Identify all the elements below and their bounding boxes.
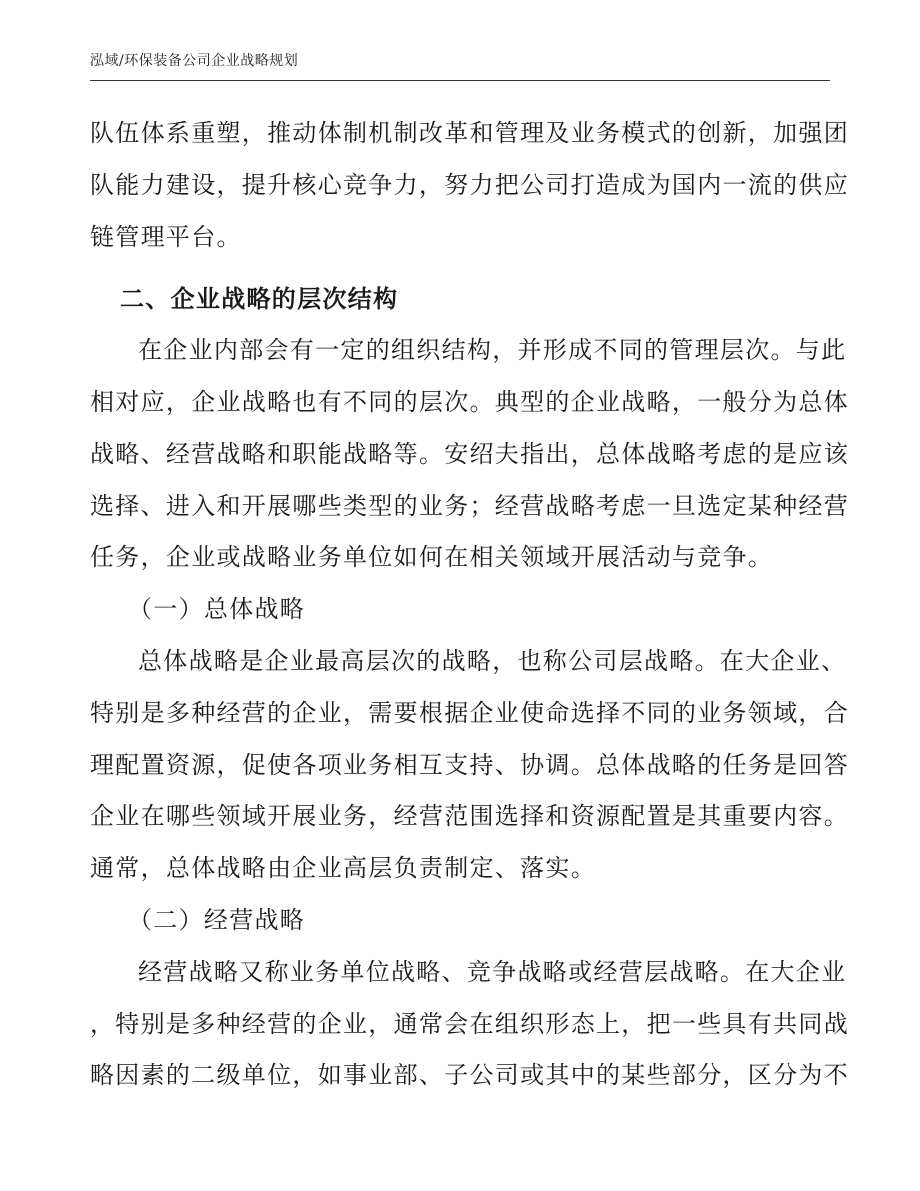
section-heading: 二、企业战略的层次结构: [120, 284, 399, 314]
paragraph-line: 任务，企业或战略业务单位如何在相关领域开展活动与竞争。: [90, 543, 774, 572]
header-rule: [90, 80, 830, 81]
paragraph-line: 企业在哪些领域开展业务，经营范围选择和资源配置是其重要内容。: [90, 802, 849, 831]
paragraph-line: 总体战略是企业最高层次的战略，也称公司层战略。在大企业、: [138, 646, 847, 675]
paragraph-line: 战略、经营战略和职能战略等。安绍夫指出，总体战略考虑的是应该: [90, 439, 849, 468]
paragraph-line: 相对应，企业战略也有不同的层次。典型的企业战略，一般分为总体: [90, 387, 849, 416]
subsection-heading: （二）经营战略: [128, 905, 306, 934]
paragraph-line: 队能力建设，提升核心竞争力，努力把公司打造成为国内一流的供应: [90, 170, 849, 199]
paragraph-line: 略因素的二级单位，如事业部、子公司或其中的某些部分，区分为不: [90, 1061, 849, 1090]
paragraph-line: 理配置资源，促使各项业务相互支持、协调。总体战略的任务是回答: [90, 750, 849, 779]
paragraph-line: 选择、进入和开展哪些类型的业务；经营战略考虑一旦选定某种经营: [90, 491, 849, 520]
paragraph-line: 链管理平台。: [90, 222, 242, 251]
paragraph-line: 队伍体系重塑，推动体制机制改革和管理及业务模式的创新，加强团: [90, 119, 849, 147]
paragraph-line: 特别是多种经营的企业，需要根据企业使命选择不同的业务领域，合: [90, 698, 849, 727]
document-body: [90, 108, 849, 1102]
paragraph-line: 在企业内部会有一定的组织结构，并形成不同的管理层次。与此: [138, 336, 847, 365]
paragraph-line: ，特别是多种经营的企业，通常会在组织形态上，把一些具有共同战: [90, 1009, 849, 1038]
running-header: 泓域/环保装备公司企业战略规划: [90, 53, 299, 69]
subsection-heading: （一）总体战略: [128, 595, 306, 624]
paragraph-line: 经营战略又称业务单位战略、竞争战略或经营层战略。在大企业: [138, 957, 847, 986]
paragraph-line: 通常，总体战略由企业高层负责制定、落实。: [90, 854, 596, 883]
